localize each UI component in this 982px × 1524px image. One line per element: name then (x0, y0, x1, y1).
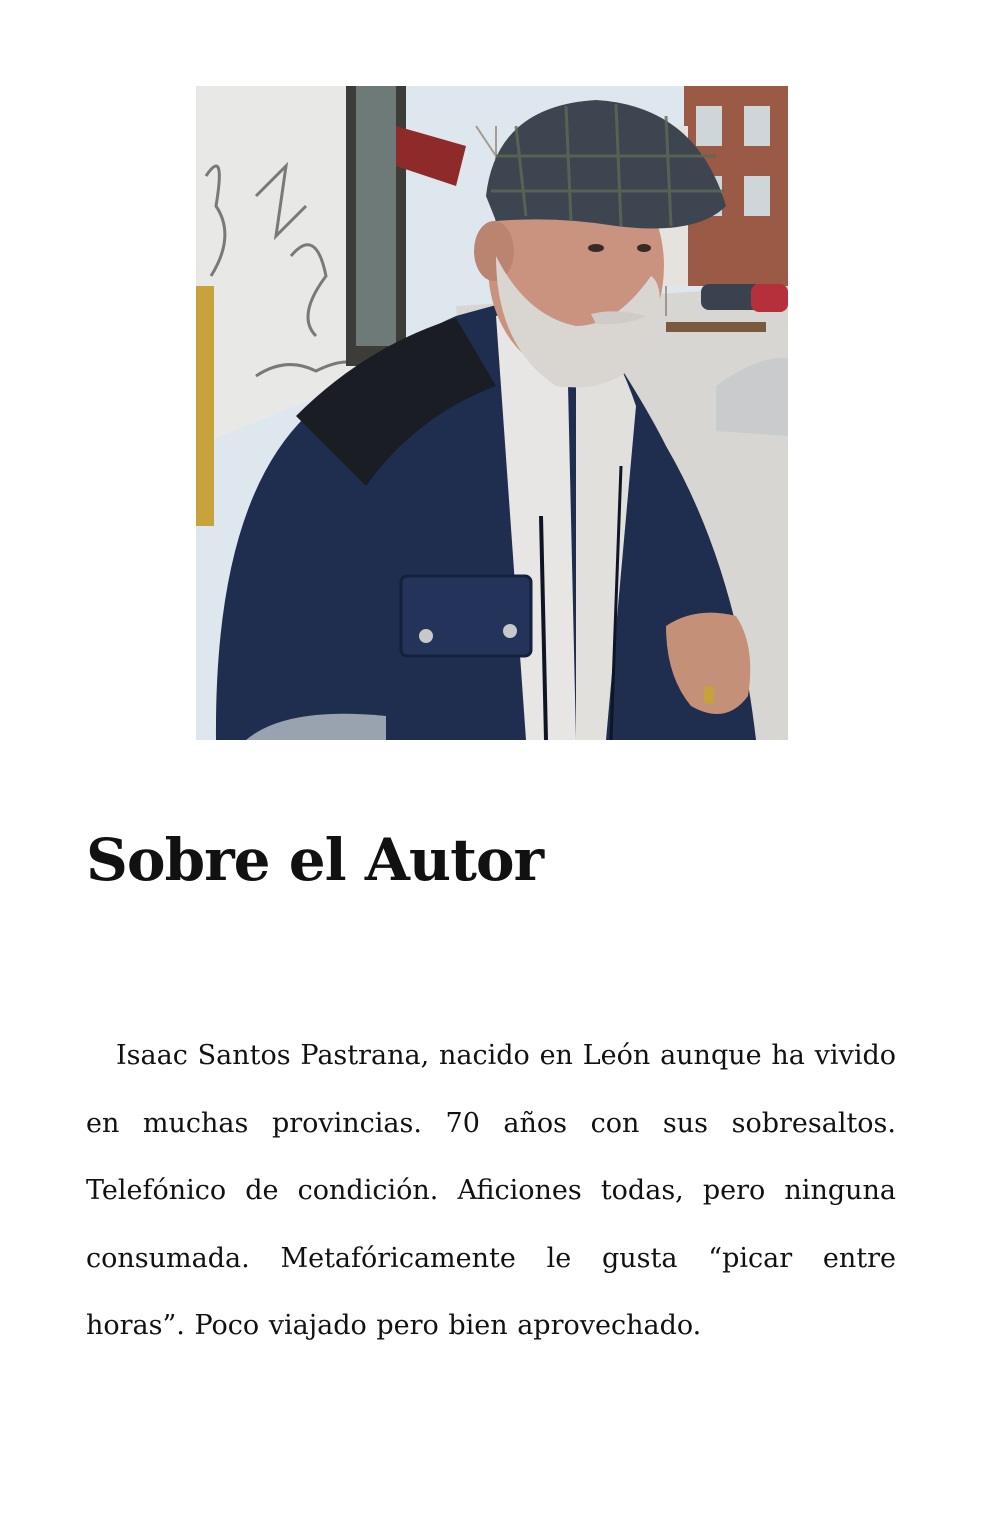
author-photo (196, 86, 788, 740)
author-bio: Isaac Santos Pastrana, nacido en León aunque ha vivido en muchas provincias. 70 años con sus sobresaltos. Telefónico de condición. Aficiones todas, pero ninguna consumada. Metafóricamente le gusta “picar entre horas”. Poco viajado pero bien aprovechado. (86, 1040, 896, 1341)
author-photo-illustration (196, 86, 788, 740)
page-title: Sobre el Autor (86, 826, 544, 894)
